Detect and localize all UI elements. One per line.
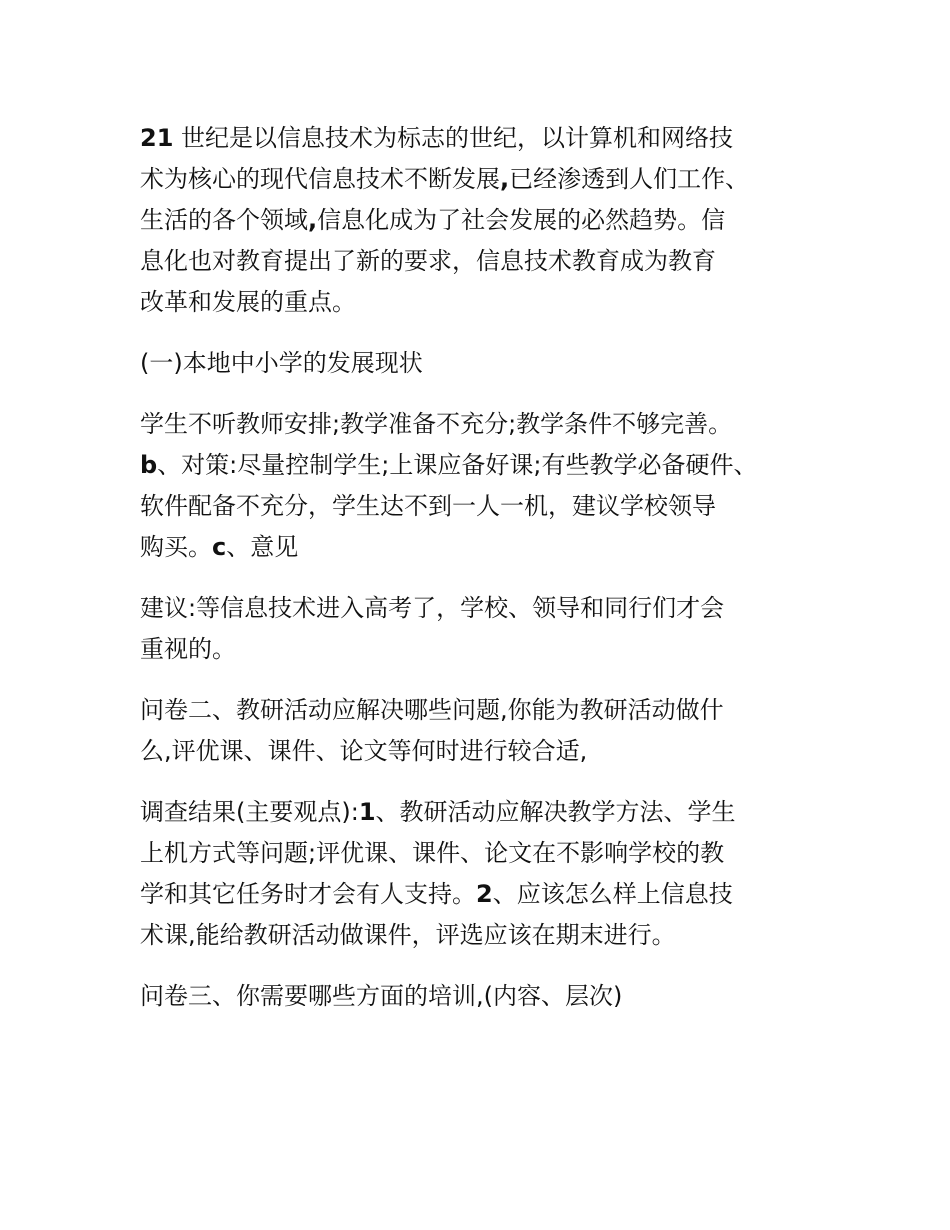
text-run: 、对策:尽量控制学生;上课应备好课;有些教学必备硬件、 软件配备不充分，学生达不到一人一机，建议学校领导 购买。 [140,451,758,561]
text-run: , [500,165,510,193]
text-run: 2 [476,880,493,908]
paragraph-questionnaire-three [140,976,830,1017]
text-run: 1 [358,798,376,826]
text-run: 问卷二、教研活动应解决哪些问题,你能为教研活动做什 么,评优课、课件、论文等何时进行较合适, [140,696,724,765]
text-run: , [308,206,318,234]
text-run: 世纪是以信息技术为标志的世纪，以计算机和网络技 术为核心的现代信息技术不断发展 [140,124,734,193]
text-run: 、意见 [226,533,299,561]
paragraph-intro [140,118,830,323]
text-run: b [140,451,158,479]
text-run: 信息化成为了社会发展的必然趋势。信 息化也对教育提出了新的要求，信息技术教育成为教育 改革和发展的重点。 [140,206,726,316]
text-run: c [212,533,227,561]
section-heading [140,343,830,384]
paragraph-survey-results [140,792,830,956]
text-run: 、应该怎么样上信息技 术课,能给教研活动做课件，评选应该在期末进行。 [140,880,733,949]
text-run: 已经渗透到人们工作、 生活的各个领域 [140,165,750,234]
text-run: 调查结果(主要观点): [140,798,359,826]
paragraph-suggestion [140,588,830,670]
text-run: (一)本地中小学的发展现状 [140,349,423,377]
paragraph-questionnaire-two [140,690,830,772]
text-run: 学生不听教师安排;教学准备不充分;教学条件不够完善。 [140,410,733,438]
document-body [140,118,830,1037]
text-run: 21 [140,124,174,152]
text-run: 、教研活动应解决教学方法、学生 上机方式等问题;评优课、课件、论文在不影响学校的教 学和其它任务时才会有人支持。 [140,798,736,908]
text-run: 建议:等信息技术进入高考了，学校、领导和同行们才会 重视的。 [140,594,725,663]
text-run: 问卷三、你需要哪些方面的培训,(内容、层次) [140,982,623,1010]
paragraph-status [140,404,830,568]
